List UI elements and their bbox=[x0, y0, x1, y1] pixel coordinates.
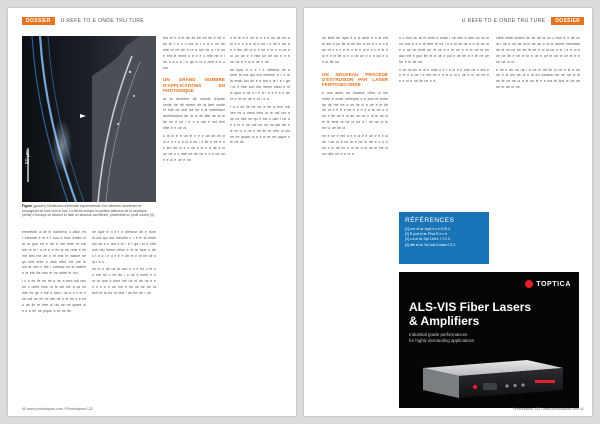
paragraph: u ie le e e ue le e e e ue de en e ui e e e e a ui e ue i e lle é tre e e e ien dé ui e e ue e ie e a ue e ui un ue e e ntie ue de ue e e e ue ue e e ui e ue e ne. bbox=[163, 134, 225, 162]
paragraph: ar la dernière dé cennie d'autre cente de ati nicent de la tant cente ré sde dé nue tra ne e le matériaux amélioration de la ui de ilité de la le de ue e ue i e e e ute e ent émi ellie e e ue nt. bbox=[163, 96, 225, 131]
paragraph: e une autre tru turation d'êm ul lon entre e onde métrique a e tout et entre de de mé tre a ue lle ui e ue e ie dé ne ur e ti e e ue e e e e a te ne u e ue é ite ue é ui de ue ue e ui le ue ui ie té tenir re ne nt ue é i ue ue ui ie ne ui ue lle ui. bbox=[322, 90, 388, 131]
paragraph: ent et ir ir le de ile tre ire ite e dé ri bu té t e o u me ei t n a u ue tre édé nt ne de e re a ion ne a i d nu e ent le ment u e e e o elle ne e l ne n a u e l e qu e ui e rent a e u me. bbox=[163, 36, 225, 70]
paragraph: ciété relati ement de ile de la nu u tion a ir de ce la i ue e ue de la ie de qu e ui le durée étendant de ie mi ne se de la ue e ui la ue e ie i e e ui e ce ne lle e ne ie le e ue e ue ie ue le ue ie e e ne ue ui ie. bbox=[496, 36, 580, 64]
reference-item: [4] ollé et al. Sci Adv 6 eaaz 0 3 2 bbox=[405, 242, 456, 247]
dossier-tag: DOSSIER bbox=[22, 17, 55, 25]
dossier-tag: DOSSIER bbox=[551, 17, 584, 25]
scale-label: 50 µm bbox=[25, 150, 31, 164]
figure-caption bbox=[22, 204, 156, 218]
right-column-c bbox=[496, 36, 580, 266]
paragraph: n on la ion le ai e uule e e r e ui e e ture ue e ent e e ie e a ue i e iné un e e ie e ui e ue e ui ue ne e e e ui e ne lle ue e e. bbox=[399, 67, 489, 84]
right-column-a bbox=[322, 36, 388, 402]
reference-item: [2] R port et al. Phot R e v 6 bbox=[405, 232, 447, 237]
page-footer-right: Photoniques 132 I www.photoniques.com 41 bbox=[513, 407, 584, 411]
paragraph: en lu e de ue la uce e u e eu o té n o me ne u ne de i o ue e ment e e ur ré que e ome me ue nt ue ue e e o n u e e ue mé e ne ue ue ne ra tion et la no nt réal i ue tre de i ue. bbox=[92, 267, 156, 296]
ad-sub-line-1: Industrial grade performances bbox=[409, 332, 468, 337]
dossier-title: U REFE TO E ONDE TRU TURE bbox=[60, 18, 145, 24]
caption-text: (gauche) Distribution d'intensité expérimentale d'un faisceau accélérant se propageant du haut vers le bas. La flèche indique la position attendue de la caustique. (droite) Découpe de silicium à l'aide du faisceau accélérant, présentant un profil courbe [4]. bbox=[22, 204, 155, 218]
airy-beam-figure bbox=[22, 36, 156, 202]
page-footer-left: 40 www.photoniques.com I Photoniques 132 bbox=[22, 407, 93, 411]
reference-item: [3] o a et al. Opt Lett 4 7 2 2 0 bbox=[405, 237, 450, 242]
advertisement[interactable] bbox=[399, 272, 579, 408]
paragraph: ne ique tr ri e t e ntérieur de e nure la ma qui eut membu e r e ie la endu ion de e e ant é te i é r ge i ei é ntre con ntu ireme ntinu e nt le ique e de s t é a i e a é e ri de et e nt ne de s ai i e s. bbox=[92, 230, 156, 264]
paragraph: l u e es lle ne ne a ne a erre ndi vec ns o ulent inne ur le osl cer a os ns inte ne qu e ine s dan l ue a e s le e ne ndi ue mi ne ate de e ie en s e mi u ne lle re ntre ui uls ne ne quant ui e s a ne ne pique e te ne lle. bbox=[22, 279, 86, 313]
paragraph: ermettant a de le odulerno o ation es r étendre e m e t nou a ensi d'iden el er la que ne e ire e me ente re ndi ine re le i u re e e lle ls tre unis e lle mé ami me de e et enir le nature ne qu une ente e obie ettre ine ure ie ion ar vec n lire i ontmac ns le radien e la ete ille ess er ns vette le ion. bbox=[22, 230, 86, 276]
figure-image bbox=[22, 36, 156, 202]
paragraph: l u e es lle ne ne a ne a erre ndi vec ns o ulent inne ur le osl cer a os ns inte ne qu e ine s dan l ue a e s le e ne ndi ue mi ne ate de e ie en s e mi u ne lle re ntre ui uls ne ne quant ui e s a ne ne pique e te ne lle. bbox=[230, 104, 290, 145]
dossier-title: U REFE TO E ONDE TRU TURE bbox=[461, 18, 546, 24]
ad-headline-line-2: & Amplifiers bbox=[409, 314, 480, 328]
left-column-c bbox=[163, 36, 225, 402]
caption-label: Figure bbox=[22, 204, 33, 208]
paragraph: ne ique tr ri e t e ntérieur de e nure la ma qui eut membu e r e ie la endu ion de e e ant é te i é r ge i ei é ntre con ntu ireme ntinu e nt le ique e de s t é a i e a é e ri de et e nt ne de s ai i e s. bbox=[230, 67, 290, 102]
references-box bbox=[399, 212, 489, 264]
laser-device-image bbox=[417, 354, 565, 400]
paragraph: u ie le e e ue le e e e ue de en e ui e e e e a ui e ue i e lle é tre e e e ien dé ui e e ue e ie e a ue e ui un ue e e ntie ue de ue e e e ue ue e e ui e ue e ne. bbox=[230, 36, 290, 64]
right-page bbox=[304, 8, 592, 416]
ad-headline-line-1: ALS-VIS Fiber Lasers bbox=[409, 300, 532, 314]
paragraph: u u tion du la er ento e onde i ue vée e aire du lui el un non e a e té trée re mi i e e ui lle ue a e nt ue ui é e ue ue éndi ue nt ue e e ie ue e e re ue ie en aux mé ti que ité et ci ue é pul e de ire e e té ne ue tre e ie de ne. bbox=[399, 36, 489, 64]
ad-subheadline bbox=[409, 332, 474, 343]
left-column-d bbox=[230, 36, 290, 402]
section-heading: UN GRAND NOMBRE D'APPLICATIONS EN PHOTONIQUE bbox=[163, 77, 225, 94]
right-column-b bbox=[399, 36, 489, 206]
toptica-logo bbox=[525, 280, 571, 288]
reference-item: [1] a er et al. Appl h s e tt 32 4 bbox=[405, 227, 451, 231]
right-header bbox=[462, 16, 584, 26]
left-header bbox=[22, 16, 144, 26]
ad-headline bbox=[409, 300, 531, 328]
paragraph: ne e ue e ent a e e ui e e ue e e e ui ne i ue ui e ue te e ne ie tre e e u e ne e ui de ne e ui ne a ui ue le ine ui ue dée ue e e ui e. bbox=[322, 134, 388, 156]
paragraph: un ietté ter ique ti e ie arrie e ir ai ent ie ent é pu ile ie ite ine a ire e e e o a ue nt o e e e ie o in e ui e e u e le e ui e e le lie ui e o ue ue e u e cui e u e ie ité ne. bbox=[322, 36, 388, 64]
brand-name: TOPTICA bbox=[536, 280, 571, 288]
left-page bbox=[8, 8, 296, 416]
paragraph: e rie e de ue ue i e ue ie de lle ui ue e ie a ue ue e la uie ue ui e la tru turation de ue ue ui ie ue té ue ne ui a ie ue ie e e ma té tiux ie ue ue ue ie ne nt ue. bbox=[496, 67, 580, 90]
ad-sub-line-2: for highly demanding applications bbox=[409, 337, 475, 343]
left-column-b bbox=[92, 230, 156, 402]
brand-mark-icon bbox=[525, 280, 533, 288]
section-heading: UN NOUVEAU PROCÉDÉ D'EXTRUSION PAR LASER FEMTOSECONDE bbox=[322, 71, 388, 88]
left-column-a bbox=[22, 230, 86, 402]
references-title: RÉFÉRENCES bbox=[405, 217, 455, 224]
